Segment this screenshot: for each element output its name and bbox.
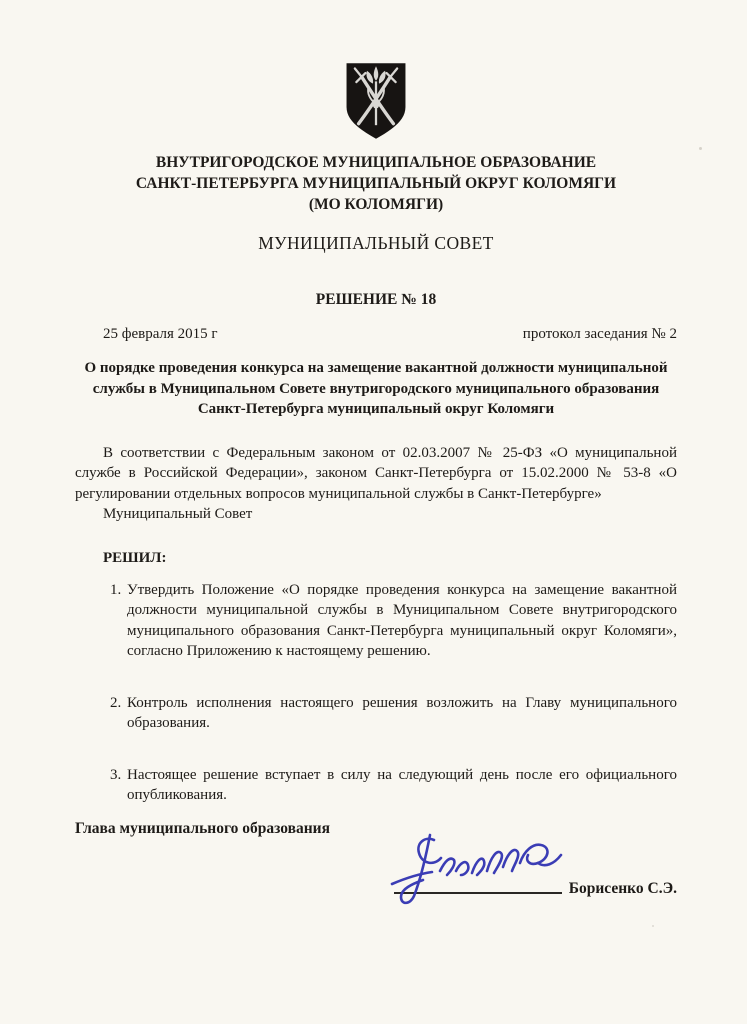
decision-number: РЕШЕНИЕ № 18 bbox=[315, 291, 437, 308]
resolution-item-3: 3. Настоящее решение вступает в силу на следующий день после его официального опубликования. bbox=[125, 765, 677, 806]
resolution-item-1: 1. Утвердить Положение «О порядке проведения конкурса на замещение вакантной должности муниципальной службы в Муниципальном Совете внутригородского муниципального образования Санкт-Петербурга муниципальный округ Коломяги», согласно Приложению к настоящему решению. bbox=[125, 580, 677, 662]
resolved-label: РЕШИЛ: bbox=[103, 549, 167, 566]
resolution-list bbox=[75, 580, 677, 806]
org-name-line1: ВНУТРИГОРОДСКОЕ МУНИЦИПАЛЬНОЕ ОБРАЗОВАНИЕ bbox=[155, 154, 597, 171]
signature-block bbox=[75, 846, 677, 898]
scan-speck bbox=[652, 925, 654, 927]
scan-speck bbox=[699, 147, 702, 150]
kolomyagi-coat-of-arms-icon bbox=[342, 58, 410, 144]
resolution-item-2: 2. Контроль исполнения настоящего решения возложить на Главу муниципального образования. bbox=[125, 693, 677, 734]
org-name-line2: САНКТ-ПЕТЕРБУРГА МУНИЦИПАЛЬНЫЙ ОКРУГ КОЛОМЯГИ bbox=[135, 175, 617, 192]
handwritten-signature-icon bbox=[388, 828, 568, 908]
org-name-line3: (МО КОЛОМЯГИ) bbox=[308, 196, 444, 213]
preamble-paragraph: В соответствии с Федеральным законом от 02.03.2007 № 25-ФЗ «О муниципальной службе в Российской Федерации», законом Санкт-Петербурга от 15.02.2000 № 53-8 «О регулировании отдельных вопросов муниципальной службы в Санкт-Петербурге» bbox=[75, 444, 677, 502]
document-content bbox=[75, 0, 677, 898]
signatory-name: Борисенко С.Э. bbox=[568, 879, 677, 897]
date-protocol-row bbox=[75, 326, 677, 343]
council-title: МУНИЦИПАЛЬНЫЙ СОВЕТ bbox=[258, 233, 494, 253]
protocol-number: протокол заседания № 2 bbox=[522, 326, 677, 342]
signatory-position: Глава муниципального образования bbox=[75, 819, 330, 837]
signature-line bbox=[394, 892, 562, 894]
emblem-block bbox=[75, 0, 677, 149]
decision-subject: О порядке проведения конкурса на замещение вакантной должности муниципальной службы в Муниципальном Совете внутригородского муниципального образования Санкт-Петербурга муниципальный округ Коломяги bbox=[84, 360, 668, 417]
decision-date: 25 февраля 2015 г bbox=[103, 326, 218, 342]
council-resolving-line: Муниципальный Совет bbox=[103, 506, 253, 522]
